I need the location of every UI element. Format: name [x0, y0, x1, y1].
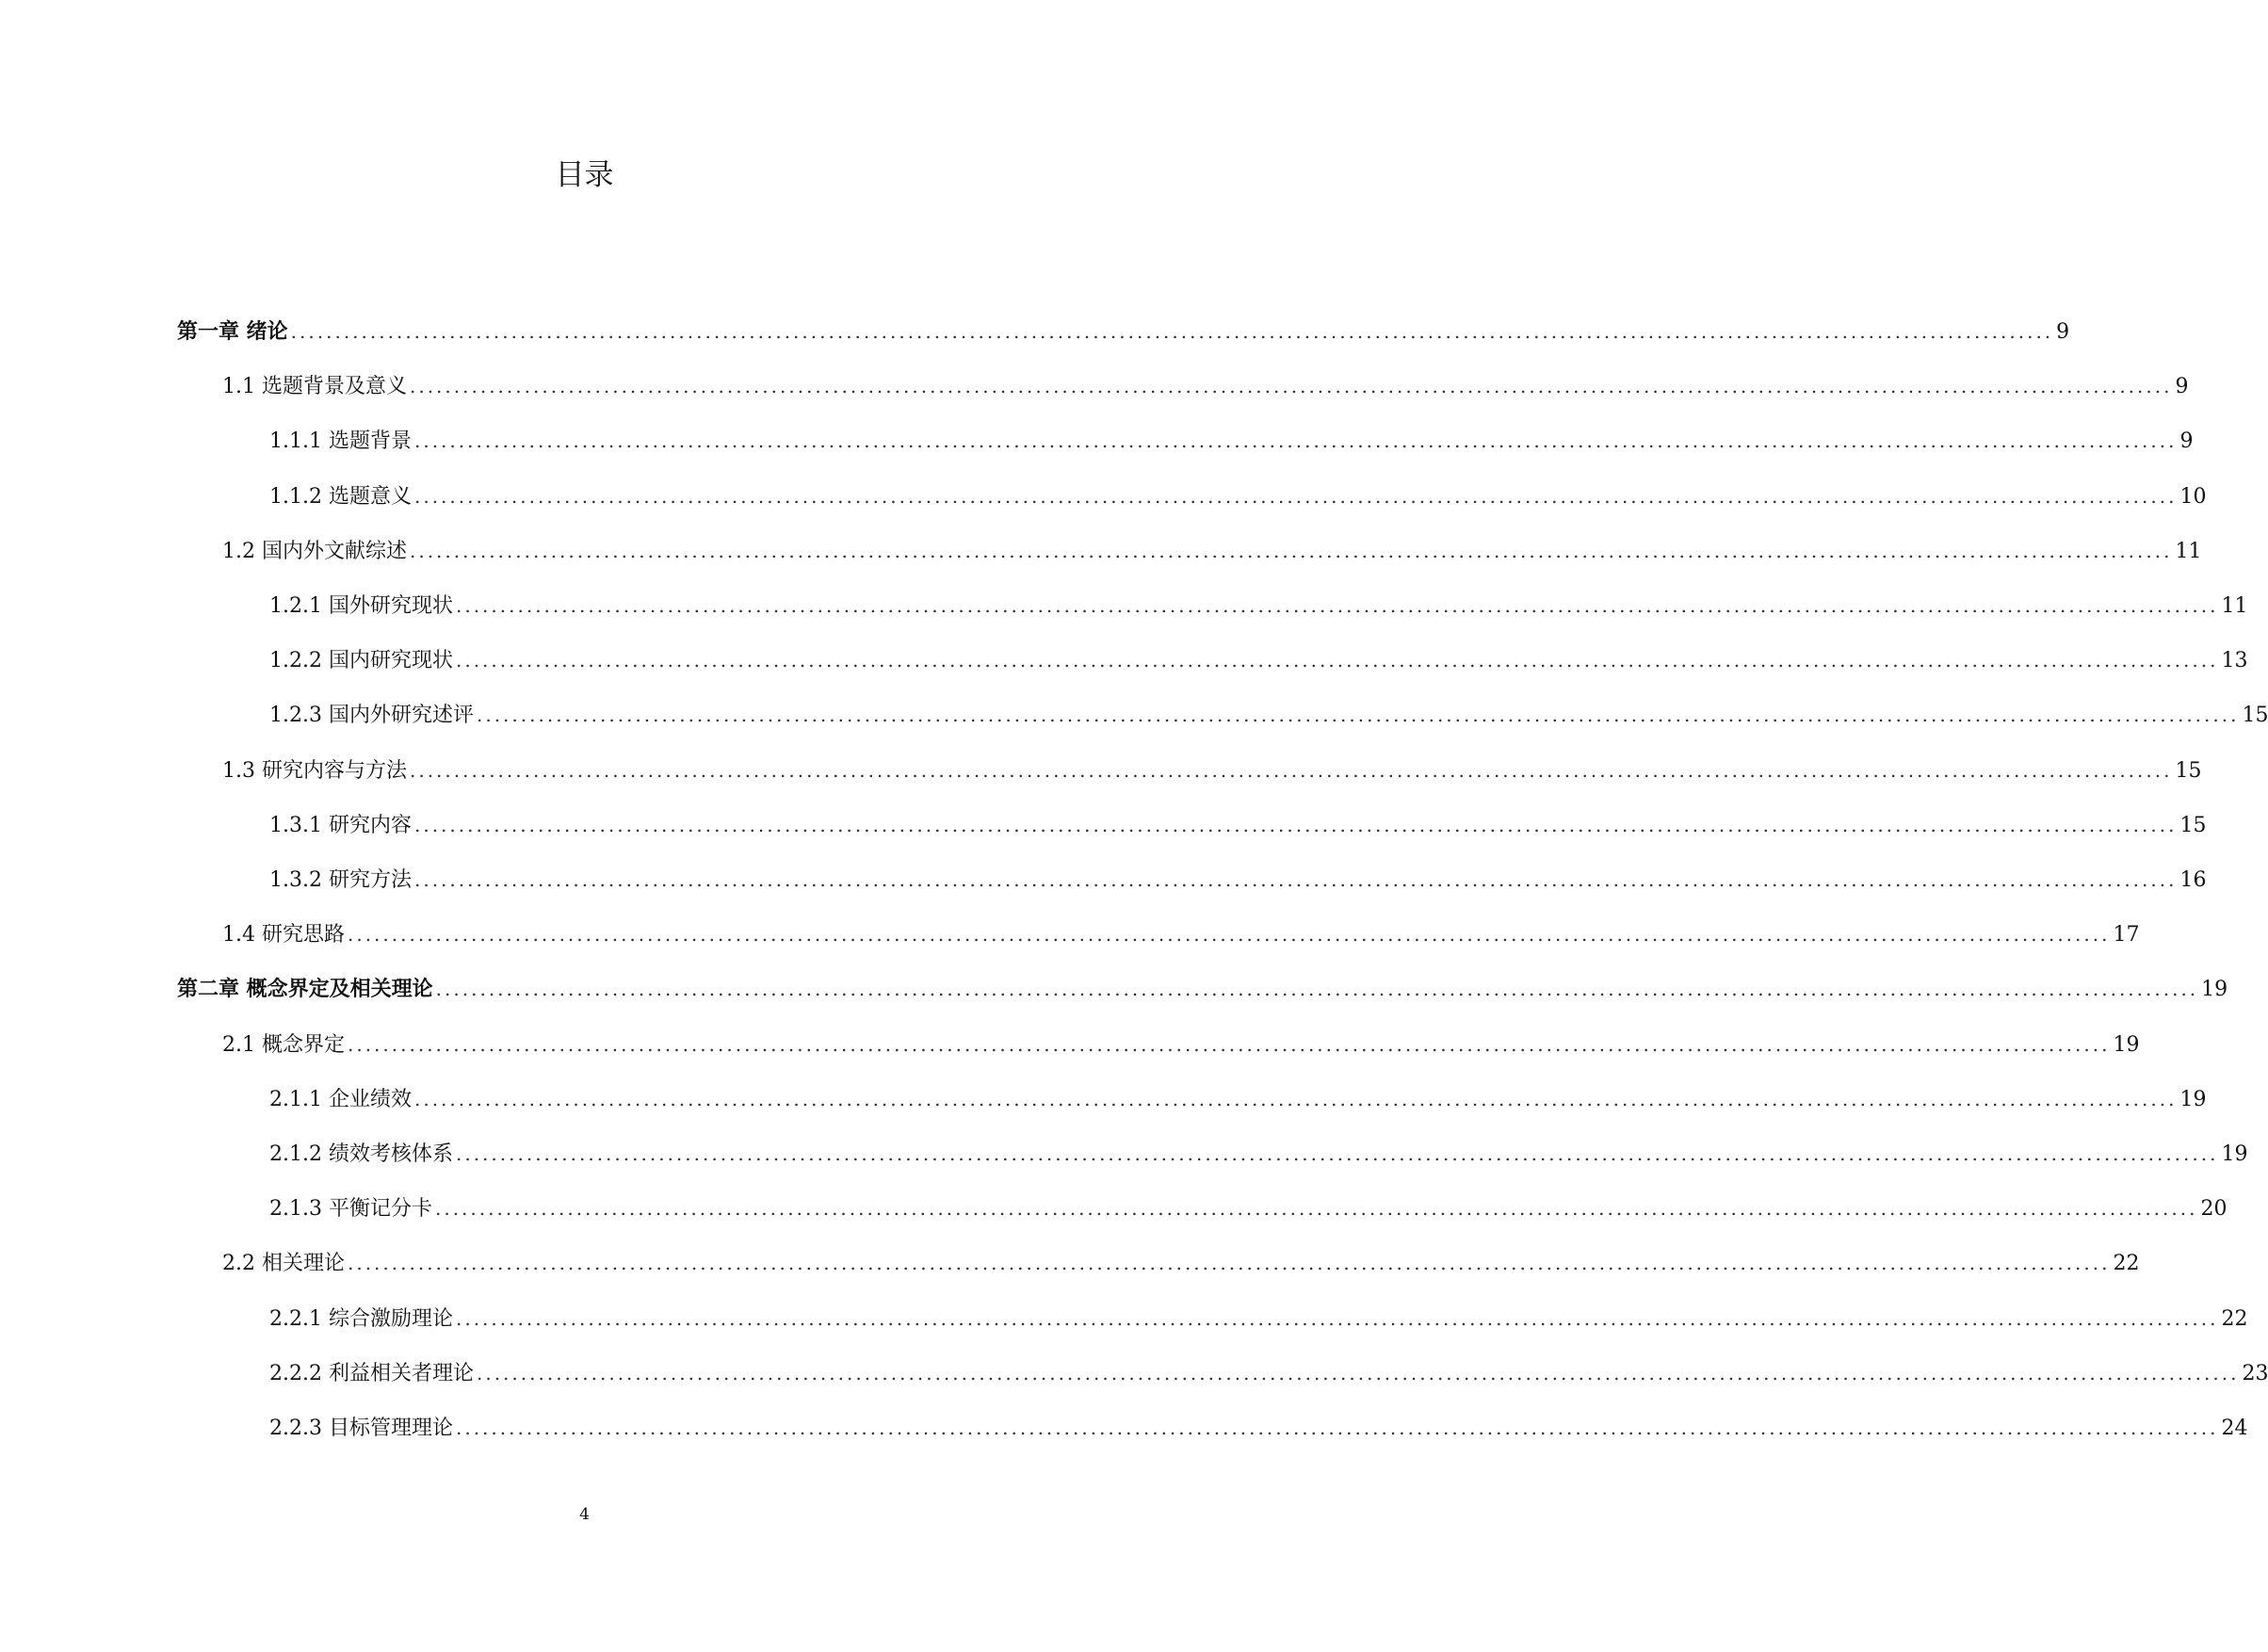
toc-entry-page-number: 10 — [2179, 485, 2207, 509]
toc-entry[interactable] — [269, 1409, 2248, 1447]
toc-entry-page-number: 15 — [2242, 704, 2268, 727]
toc-entry-label: 2.2.1 综合激励理论 — [269, 1307, 453, 1331]
toc-dot-leader: ........................................................................................................................................................................................................ — [455, 594, 2219, 617]
toc-entry-label: 2.1.2 绩效考核体系 — [269, 1142, 453, 1166]
toc-entry-page-number: 9 — [2179, 429, 2194, 453]
toc-entry-page-number: 11 — [2221, 594, 2248, 618]
toc-entry[interactable] — [269, 1300, 2248, 1337]
toc-entry[interactable] — [269, 478, 2207, 515]
toc-dot-leader: ........................................................................................................................................................................................................ — [476, 1362, 2240, 1385]
toc-entry-page-number: 22 — [2113, 1252, 2140, 1275]
toc-entry-page-number: 11 — [2175, 540, 2202, 563]
toc-dot-leader: ........................................................................................................................................................................................................ — [347, 1252, 2111, 1274]
toc-dot-leader: ........................................................................................................................................................................................................ — [435, 978, 2199, 1000]
toc-dot-leader: ........................................................................................................................................................................................................ — [290, 320, 2054, 343]
toc-entry[interactable] — [269, 1080, 2207, 1118]
toc-entry[interactable] — [269, 422, 2194, 460]
toc-entry-page-number: 20 — [2200, 1197, 2228, 1221]
toc-entry-label: 1.2.3 国内外研究述评 — [269, 704, 474, 727]
toc-entry[interactable] — [269, 1354, 2268, 1392]
toc-entry-label: 1.3.1 研究内容 — [269, 814, 412, 837]
page-number-footer: 4 — [579, 1505, 590, 1524]
toc-dot-leader: ........................................................................................................................................................................................................ — [409, 540, 2173, 562]
toc-entry-label: 1.1.2 选题意义 — [269, 485, 412, 509]
toc-entry[interactable] — [177, 313, 2070, 350]
toc-dot-leader: ........................................................................................................................................................................................................ — [347, 1033, 2111, 1056]
toc-entry-label: 1.2.1 国外研究现状 — [269, 594, 453, 618]
toc-dot-leader: ........................................................................................................................................................................................................ — [434, 1197, 2198, 1220]
page-title: 目录 — [555, 158, 614, 192]
toc-entry-label: 1.1.1 选题背景 — [269, 429, 412, 453]
toc-entry-label: 2.1.1 企业绩效 — [269, 1088, 412, 1111]
toc-dot-leader: ........................................................................................................................................................................................................ — [476, 704, 2240, 726]
toc-entry[interactable] — [269, 1190, 2228, 1227]
toc-entry-label: 1.1 选题背景及意义 — [222, 375, 407, 398]
toc-entry-label: 1.3.2 研究方法 — [269, 868, 412, 892]
toc-entry-page-number: 19 — [2179, 1088, 2207, 1111]
toc-dot-leader: ........................................................................................................................................................................................................ — [455, 1307, 2219, 1330]
toc-entry-page-number: 9 — [2175, 375, 2189, 398]
toc-entry-label: 1.4 研究思路 — [222, 923, 345, 947]
toc-entry-label: 1.2.2 国内研究现状 — [269, 649, 453, 672]
toc-entry[interactable] — [222, 1244, 2140, 1282]
toc-entry[interactable] — [269, 696, 2268, 734]
toc-entry-page-number: 17 — [2113, 923, 2140, 947]
toc-entry[interactable] — [222, 532, 2202, 570]
toc-dot-leader: ........................................................................................................................................................................................................ — [413, 429, 2178, 452]
toc-entry[interactable] — [222, 915, 2140, 953]
toc-entry[interactable] — [269, 806, 2207, 844]
toc-dot-leader: ........................................................................................................................................................................................................ — [413, 1088, 2178, 1110]
toc-entry-label: 第二章 概念界定及相关理论 — [177, 978, 433, 1001]
toc-entry-label: 1.2 国内外文献综述 — [222, 540, 407, 563]
toc-dot-leader: ........................................................................................................................................................................................................ — [347, 923, 2111, 946]
toc-entry-page-number: 16 — [2179, 868, 2207, 892]
toc-entry[interactable] — [269, 587, 2248, 624]
toc-dot-leader: ........................................................................................................................................................................................................ — [409, 759, 2173, 782]
toc-entry-label: 2.1 概念界定 — [222, 1033, 345, 1057]
toc-entry[interactable] — [222, 1026, 2140, 1063]
toc-dot-leader: ........................................................................................................................................................................................................ — [409, 375, 2173, 397]
toc-entry-label: 1.3 研究内容与方法 — [222, 759, 407, 783]
toc-entry[interactable] — [269, 1135, 2248, 1173]
toc-entry-page-number: 23 — [2242, 1362, 2268, 1385]
toc-entry[interactable] — [177, 970, 2228, 1008]
toc-entry-label: 2.2.3 目标管理理论 — [269, 1417, 453, 1440]
toc-entry[interactable] — [222, 752, 2202, 789]
toc-entry-page-number: 15 — [2175, 759, 2202, 783]
toc-entry-page-number: 22 — [2221, 1307, 2248, 1331]
toc-entry-page-number: 15 — [2179, 814, 2207, 837]
toc-dot-leader: ........................................................................................................................................................................................................ — [455, 649, 2219, 672]
toc-dot-leader: ........................................................................................................................................................................................................ — [413, 814, 2178, 836]
toc-dot-leader: ........................................................................................................................................................................................................ — [413, 485, 2178, 508]
toc-entry-label: 2.1.3 平衡记分卡 — [269, 1197, 432, 1221]
toc-entry-label: 2.2.2 利益相关者理论 — [269, 1362, 474, 1385]
toc-entry-label: 第一章 绪论 — [177, 320, 288, 344]
toc-entry[interactable] — [222, 367, 2189, 405]
toc-entry-page-number: 24 — [2221, 1417, 2248, 1440]
toc-entry[interactable] — [269, 861, 2207, 899]
toc-entry-page-number: 13 — [2221, 649, 2248, 672]
toc-dot-leader: ........................................................................................................................................................................................................ — [455, 1417, 2219, 1439]
toc-entry[interactable] — [269, 641, 2248, 679]
toc-dot-leader: ........................................................................................................................................................................................................ — [455, 1142, 2219, 1165]
toc-entry-page-number: 19 — [2201, 978, 2228, 1001]
toc-entry-page-number: 19 — [2221, 1142, 2248, 1166]
toc-dot-leader: ........................................................................................................................................................................................................ — [413, 868, 2178, 891]
toc-entry-label: 2.2 相关理论 — [222, 1252, 345, 1275]
toc-entry-page-number: 19 — [2113, 1033, 2140, 1057]
toc-entry-page-number: 9 — [2056, 320, 2070, 344]
